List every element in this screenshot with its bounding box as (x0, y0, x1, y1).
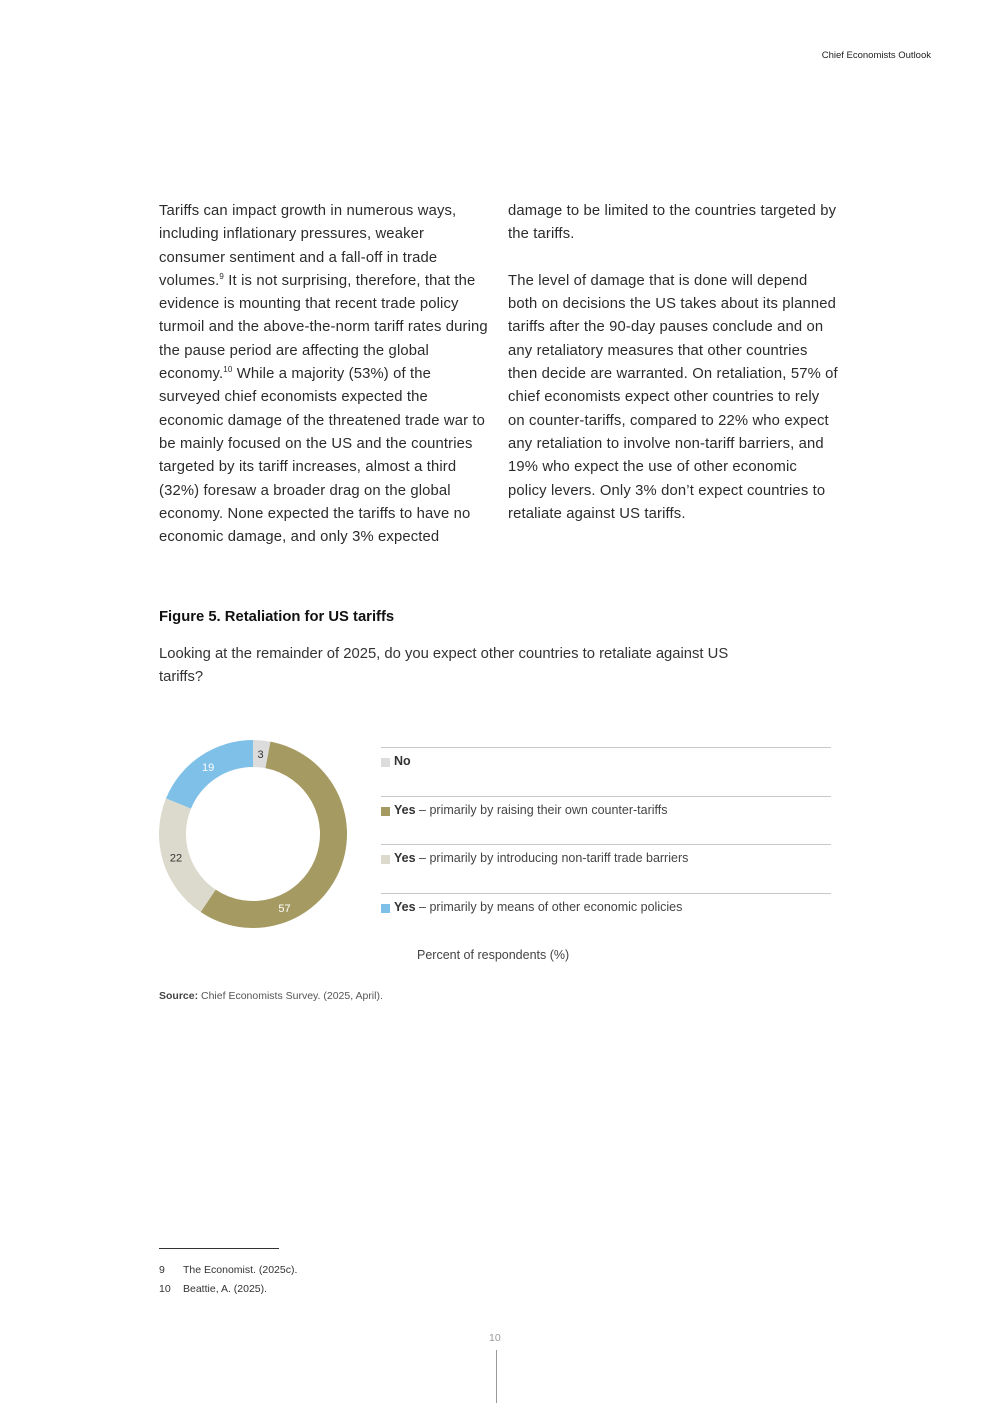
legend-swatch (381, 855, 390, 864)
figure-question: Looking at the remainder of 2025, do you expect other countries to retaliate against US tariffs? (159, 646, 729, 686)
donut-slice (166, 740, 253, 809)
legend-item (381, 844, 831, 893)
legend-label: No (394, 754, 411, 768)
footnote-text: Beattie, A. (2025). (183, 1283, 268, 1295)
legend-label: Yes – primarily by raising their own counter-tariffs (394, 802, 668, 817)
donut-slice (159, 798, 216, 912)
footnote-number: 9 (159, 1264, 165, 1276)
footnote-number: 10 (159, 1283, 171, 1295)
legend-label: Yes – primarily by introducing non-tariff trade barriers (394, 851, 689, 865)
footnote (159, 1283, 267, 1295)
footnote (159, 1264, 297, 1276)
chart-axis-caption: Percent of respondents (%) (417, 948, 570, 962)
legend-item (381, 893, 831, 942)
donut-data-label: 57 (278, 903, 291, 916)
legend-item (381, 747, 831, 796)
figure-source (159, 990, 383, 1002)
body-paragraph (159, 200, 489, 549)
body-column-left (159, 200, 489, 573)
donut-chart (150, 731, 356, 937)
legend-item (381, 796, 831, 845)
footnote-text: The Economist. (2025c). (183, 1264, 298, 1276)
chart-legend (381, 747, 831, 941)
running-header: Chief Economists Outlook (821, 50, 931, 61)
footnote-ref[interactable]: 9 (219, 271, 225, 281)
source-label: Source: (159, 990, 199, 1002)
legend-swatch (381, 758, 390, 767)
donut-data-label: 19 (202, 762, 215, 775)
text-segment: It is not surprising, therefore, that the evidence is mounting that recent trade policy turmoil and the above-the-norm tariff rates during the pause period are affecting the global economy. (159, 272, 488, 383)
donut-data-label: 22 (169, 852, 183, 865)
body-column-right (508, 200, 838, 549)
page-marker-line (496, 1350, 497, 1403)
donut-data-label: 3 (257, 748, 264, 761)
body-paragraph: damage to be limited to the countries targeted by the tariffs. (508, 203, 837, 243)
text-segment: While a majority (53%) of the surveyed chief economists expected the economic damage of the threatened trade war to be mainly focused on the US and the countries targeted by its tariff increases, almost a third (32%) foresaw a broader drag on the global economy. None expected the tariffs to have no economic damage, and only 3% expected (159, 366, 486, 546)
figure-title: Figure 5. Retaliation for US tariffs (159, 609, 395, 625)
source-text: Chief Economists Survey. (2025, April). (198, 990, 383, 1002)
legend-label: Yes – primarily by means of other economic policies (394, 899, 683, 914)
page-number: 10 (489, 1332, 501, 1344)
legend-swatch (381, 807, 390, 816)
text-segment: Tariffs can impact growth in numerous ways, including inflationary pressures, weaker consumer sentiment and a fall-off in trade volumes. (159, 203, 457, 289)
legend-swatch (381, 904, 390, 913)
body-paragraph: The level of damage that is done will depend both on decisions the US takes about its planned tariffs after the 90-day pauses conclude and on any retaliatory measures that other countries then decide are warranted. On retaliation, 57% of chief economists expect other countries to rely on counter-tariffs, compared to 22% who expect any retaliation to involve non-tariff barriers, and 19% who expect the use of other economic policy levers. Only 3% don’t expect countries to retaliate against US tariffs. (508, 272, 838, 522)
footnote-ref[interactable]: 10 (223, 365, 233, 375)
footnote-divider (159, 1248, 279, 1249)
